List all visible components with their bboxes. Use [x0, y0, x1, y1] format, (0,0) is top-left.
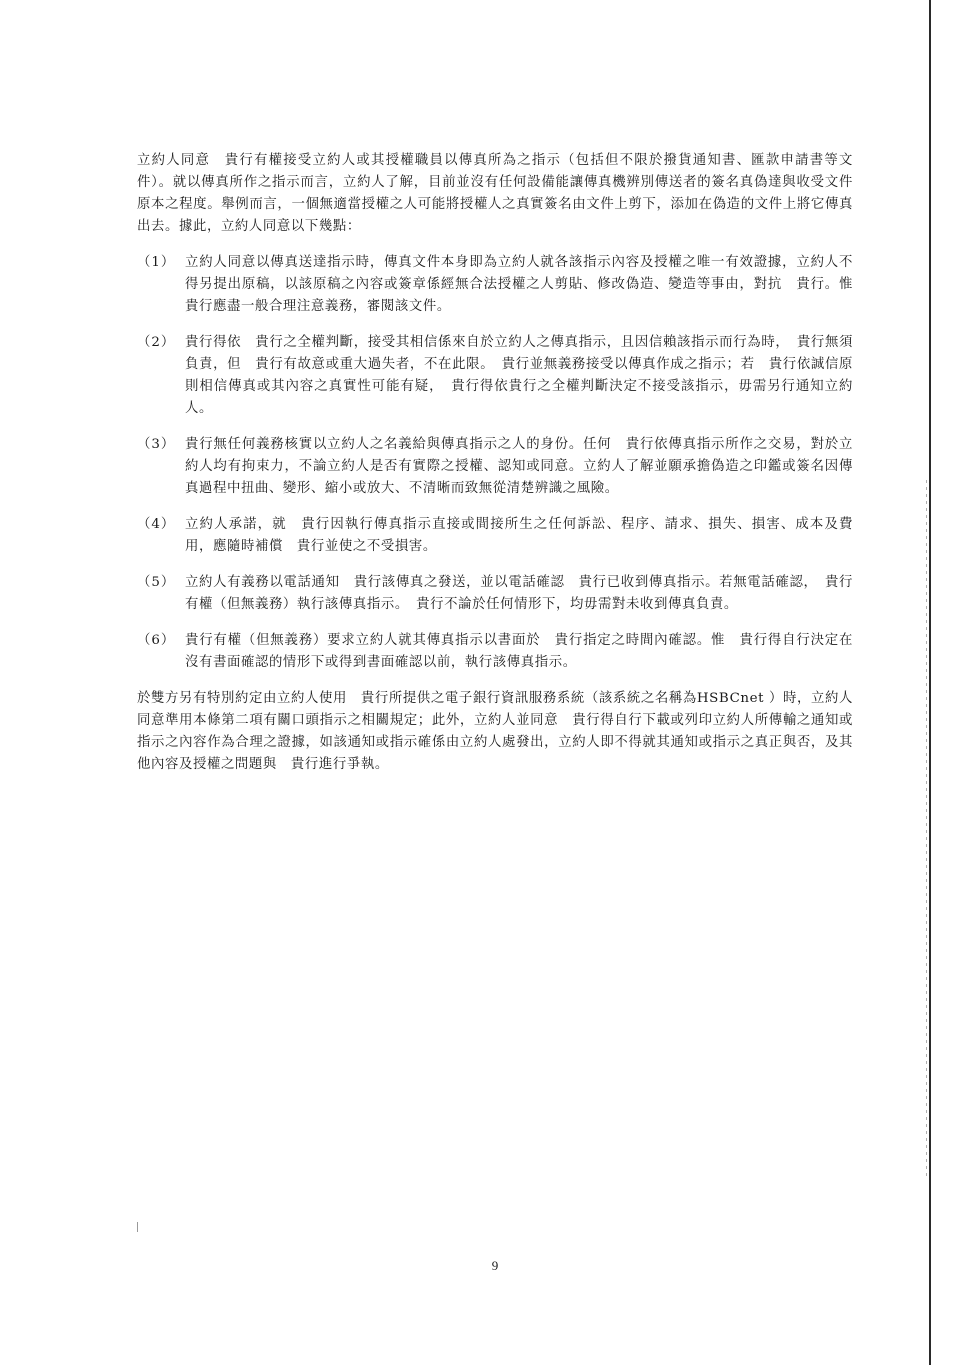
- scan-mark: [137, 1222, 138, 1232]
- list-item-text: 貴行有權（但無義務）要求立約人就其傳真指示以書面於 貴行指定之時間內確認。惟 貴行得自行決定在沒有書面確認的情形下或得到書面確認以前，執行該傳真指示。: [185, 633, 853, 670]
- closing-paragraph: 於雙方另有特別約定由立約人使用 貴行所提供之電子銀行資訊服務系統（該系統之名稱為HSBCnet ）時，立約人同意準用本條第二項有關口頭指示之相關規定；此外，立約人並同意 貴行得自行下載或列印立約人所傳輸之通知或指示之內容作為合理之證據，如該通知或指示確係由立約人處發出，立約人即不得就其通知或指示之真正與否，及其他內容及授權之問題與 貴行進行爭執。: [137, 691, 853, 772]
- list-item: [137, 252, 867, 318]
- list-item: [137, 630, 853, 674]
- list-item: [137, 332, 853, 420]
- list-item-number: （5）: [137, 575, 176, 590]
- list-item-text: 立約人同意以傳真送達指示時，傳真文件本身即為立約人就各該指示內容及授權之唯一有效證據，立約人不得另提出原稿，以該原稿之內容或簽章係經無合法授權之人剪貼、修改偽造、變造等事由，對抗 貴行。惟 貴行應盡一般合理注意義務，審閱該文件。: [185, 255, 867, 314]
- list-item: [137, 434, 853, 500]
- list-item-number: （3）: [137, 437, 176, 452]
- scan-edge-line: [929, 0, 931, 1365]
- list-item: [137, 572, 853, 616]
- list-item-text: 貴行無任何義務核實以立約人之名義給與傳真指示之人的身份。任何 貴行依傳真指示所作之交易，對於立約人均有拘束力，不論立約人是否有實際之授權、認知或同意。立約人了解並願承擔偽造之印鑑或簽名因傳真過程中扭曲、變形、縮小或放大、不清晰而致無從清楚辨識之風險。: [185, 437, 853, 496]
- page-number: 9: [491, 1258, 499, 1273]
- list-item-number: （4）: [137, 517, 176, 532]
- list-item: [137, 514, 853, 558]
- document-body: [137, 150, 867, 790]
- list-item-text: 立約人承諾，就 貴行因執行傳真指示直接或間接所生之任何訴訟、程序、請求、損失、損害、成本及費用，應隨時補償 貴行並使之不受損害。: [185, 517, 853, 554]
- scan-edge-faint-line: [926, 480, 927, 1180]
- list-item-number: （2）: [137, 335, 176, 350]
- list-item-text: 立約人有義務以電話通知 貴行該傳真之發送，並以電話確認 貴行已收到傳真指示。若無電話確認， 貴行有權（但無義務）執行該傳真指示。 貴行不論於任何情形下，均毋需對未收到傳真負責。: [185, 575, 853, 612]
- intro-paragraph: 立約人同意 貴行有權接受立約人或其授權職員以傳真所為之指示（包括但不限於撥貨通知書、匯款申請書等文件）。就以傳真所作之指示而言，立約人了解，目前並沒有任何設備能讓傳真機辨別傳送者的簽名真偽達與收受文件原本之程度。舉例而言，一個無適當授權之人可能將授權人之真實簽名由文件上剪下，添加在偽造的文件上將它傳真出去。據此，立約人同意以下幾點：: [137, 153, 853, 234]
- list-item-number: （1）: [137, 255, 176, 270]
- list-item-number: （6）: [137, 633, 176, 648]
- list-item-text: 貴行得依 貴行之全權判斷，接受其相信係來自於立約人之傳真指示，且因信賴該指示而行為時， 貴行無須負責，但 貴行有故意或重大過失者，不在此限。 貴行並無義務接受以傳真作成之指示；若 貴行依誠信原則相信傳真或其內容之真實性可能有疑， 貴行得依貴行之全權判斷決定不接受該指示，毋需另行通知立約人。: [185, 335, 853, 416]
